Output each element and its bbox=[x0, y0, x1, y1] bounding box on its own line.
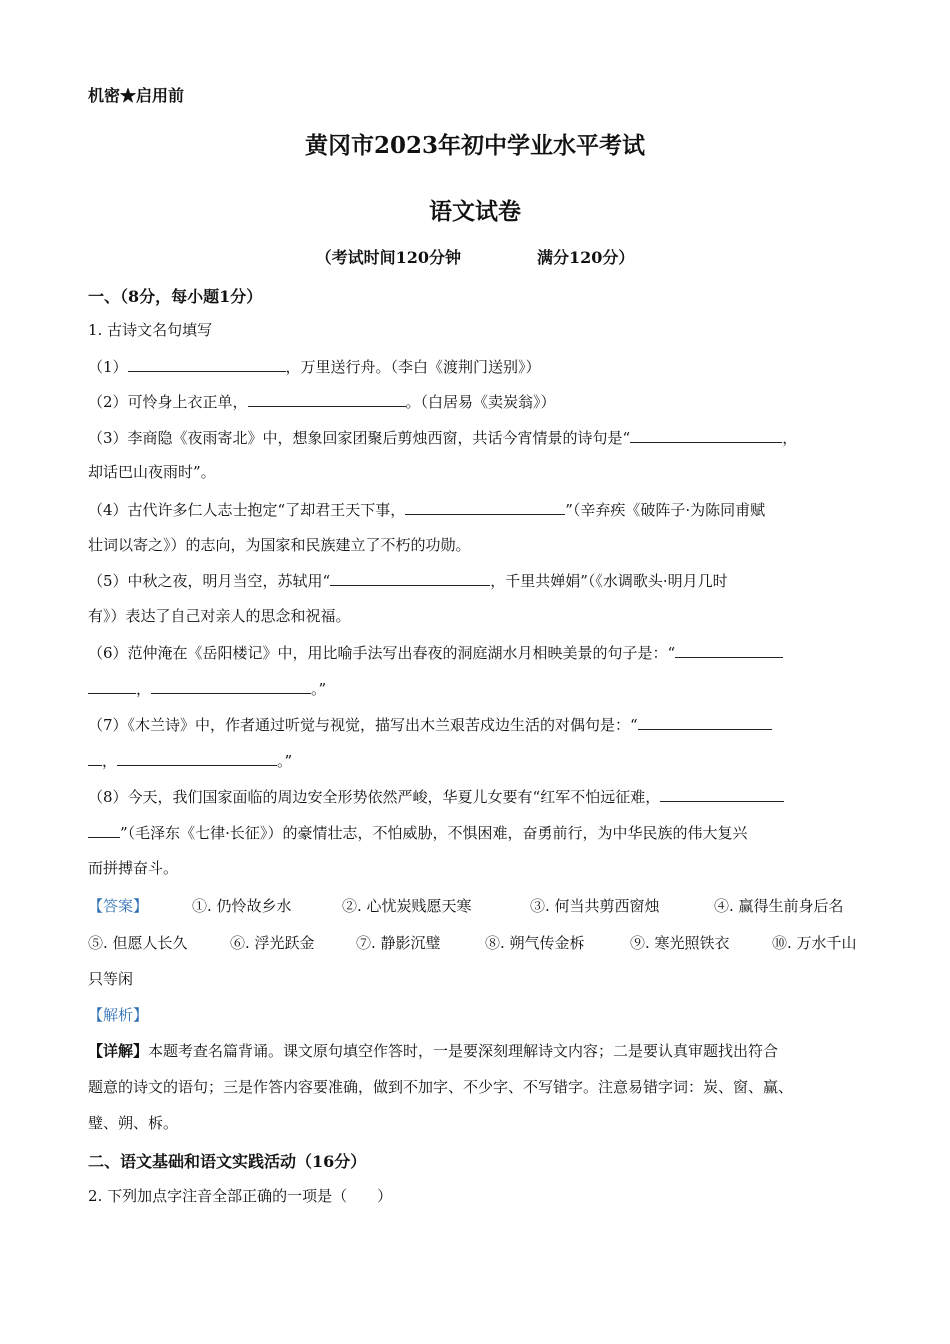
answer-blank bbox=[88, 822, 120, 838]
q1-item4: （4）古代许多仁人志士抱定“了却君王天下事， ”（辛弃疾《破阵子·为陈同甫赋 bbox=[88, 501, 766, 519]
q1-item5: （5）中秋之夜，明月当空，苏轼用“ ，千里共婵娟”（《水调歌头·明月几时 bbox=[88, 572, 728, 590]
detail-line3: 璧、朔、柝。 bbox=[88, 1114, 179, 1132]
answer-3: ③. 何当共剪西窗烛 bbox=[530, 897, 660, 915]
detail-line1: 【详解】本题考查名篇背诵。课文原句填空作答时，一是要深刻理解诗文内容；二是要认真审题找出符合 bbox=[88, 1042, 779, 1060]
q1-item3-cont: 却话巴山夜雨时”。 bbox=[88, 463, 216, 481]
answer-8: ⑧. 朔气传金柝 bbox=[485, 934, 585, 952]
answer-blank bbox=[88, 750, 102, 766]
confidential-mark: 机密★启用前 bbox=[88, 86, 185, 105]
answer-tail: 只等闲 bbox=[88, 970, 134, 988]
answer-blank bbox=[660, 786, 784, 802]
q1-item1: （1） ，万里送行舟。（李白《渡荆门送别》） bbox=[88, 358, 541, 376]
answer-2: ②. 心忧炭贱愿天寒 bbox=[342, 897, 472, 915]
answer-blank bbox=[248, 391, 406, 407]
answer-blank bbox=[405, 499, 565, 515]
answer-9: ⑨. 寒光照铁衣 bbox=[630, 934, 730, 952]
q1-item7-cont: ， 。” bbox=[88, 750, 292, 771]
q1-item8-cont: ”（毛泽东《七律·长征》）的豪情壮志，不怕威胁，不惧困难，奋勇前行，为中华民族的伟大复兴 bbox=[88, 822, 747, 843]
q2-title: 2. 下列加点字注音全部正确的一项是（ ） bbox=[88, 1187, 393, 1205]
answer-4: ④. 赢得生前身后名 bbox=[714, 897, 844, 915]
q1-item6: （6）范仲淹在《岳阳楼记》中，用比喻手法写出春夜的洞庭湖水月相映美景的句子是：“ bbox=[88, 642, 783, 663]
detail-line2: 题意的诗文的语句；三是作答内容要准确，做到不加字、不少字、不写错字。注意易错字词：炭、窗、赢、 bbox=[88, 1078, 794, 1096]
q1-item5-cont: 有》）表达了自己对亲人的思念和祝福。 bbox=[88, 607, 351, 625]
section1-heading: 一、（8分，每小题1分） bbox=[88, 287, 263, 306]
answer-blank bbox=[638, 714, 772, 730]
exam-info bbox=[0, 245, 950, 268]
answer-blank bbox=[151, 678, 311, 694]
exam-title: 黄冈市2023年初中学业水平考试 bbox=[304, 132, 645, 159]
answer-blank bbox=[330, 570, 490, 586]
full-score: 满分120分） bbox=[537, 248, 635, 267]
answer-blank bbox=[88, 678, 136, 694]
answer-10: ⑩. 万水千山 bbox=[772, 934, 857, 952]
q1-item8: （8）今天，我们国家面临的周边安全形势依然严峻，华夏儿女要有“红军不怕远征难， bbox=[88, 786, 784, 807]
analysis-label: 【解析】 bbox=[88, 1006, 149, 1024]
q1-item3: （3）李商隐《夜雨寄北》中，想象回家团聚后剪烛西窗，共话今宵情景的诗句是“ ， bbox=[88, 429, 798, 447]
q1-item7: （7）《木兰诗》中，作者通过听觉与视觉，描写出木兰艰苦戍边生活的对偶句是：“ bbox=[88, 714, 772, 735]
q1-item8-cont2: 而拼搏奋斗。 bbox=[88, 859, 179, 877]
answer-blank bbox=[117, 750, 277, 766]
answer-label: 【答案】 bbox=[88, 897, 149, 915]
q1-item2: （2）可怜身上衣正单， 。（白居易《卖炭翁》） bbox=[88, 393, 556, 411]
answer-blank bbox=[675, 642, 783, 658]
answer-7: ⑦. 静影沉璧 bbox=[356, 934, 441, 952]
q1-item6-cont: ， 。” bbox=[88, 678, 326, 699]
answer-1: ①. 仍怜故乡水 bbox=[192, 897, 292, 915]
q1-item4-cont: 壮词以寄之》）的志向，为国家和民族建立了不朽的功勋。 bbox=[88, 536, 471, 554]
answer-blank bbox=[630, 427, 782, 443]
exam-subtitle: 语文试卷 bbox=[429, 198, 521, 225]
answer-6: ⑥. 浮光跃金 bbox=[230, 934, 315, 952]
q1-title: 1. 古诗文名句填写 bbox=[88, 321, 213, 339]
answer-5: ⑤. 但愿人长久 bbox=[88, 934, 188, 952]
exam-time: （考试时间120分钟 bbox=[315, 248, 461, 267]
answer-blank bbox=[128, 356, 286, 372]
section2-heading: 二、语文基础和语文实践活动（16分） bbox=[88, 1152, 367, 1171]
